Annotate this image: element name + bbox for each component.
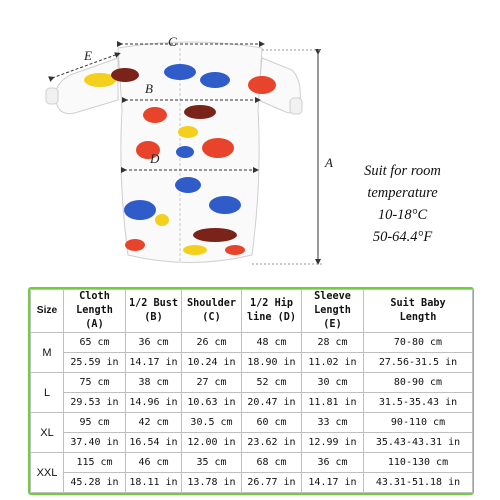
cm-cell: 52 cm	[242, 373, 302, 393]
cm-cell: 75 cm	[64, 373, 126, 393]
note-line-2: temperature	[367, 185, 438, 201]
cm-cell: 110-130 cm	[364, 453, 473, 473]
inch-cell: 45.28 in	[64, 473, 126, 493]
cm-cell: 68 cm	[242, 453, 302, 473]
table-row	[31, 453, 473, 473]
inch-cell: 43.31-51.18 in	[364, 473, 473, 493]
inch-cell: 11.81 in	[302, 393, 364, 413]
label-c: C	[168, 34, 177, 49]
inch-cell: 10.63 in	[182, 393, 242, 413]
cm-cell: 38 cm	[126, 373, 182, 393]
cm-cell: 28 cm	[302, 333, 364, 353]
size-cell: XXL	[31, 453, 64, 493]
note-line-1: Suit for room	[364, 163, 441, 179]
note-line-4: 50-64.4°F	[372, 229, 433, 245]
header-size: Size	[31, 290, 64, 333]
inch-cell: 23.62 in	[242, 433, 302, 453]
cm-cell: 30.5 cm	[182, 413, 242, 433]
cm-cell: 115 cm	[64, 453, 126, 473]
inch-cell: 10.24 in	[182, 353, 242, 373]
cm-cell: 70-80 cm	[364, 333, 473, 353]
inch-cell: 18.90 in	[242, 353, 302, 373]
inch-cell: 26.77 in	[242, 473, 302, 493]
label-a: A	[325, 155, 333, 170]
header-sleeve-length: Sleeve Length (E)	[302, 290, 364, 333]
cm-cell: 46 cm	[126, 453, 182, 473]
inch-cell: 14.17 in	[302, 473, 364, 493]
inch-cell: 31.5-35.43 in	[364, 393, 473, 413]
label-e: E	[84, 48, 92, 63]
cm-cell: 26 cm	[182, 333, 242, 353]
header-cloth-length: Cloth Length (A)	[64, 290, 126, 333]
inch-cell: 14.17 in	[126, 353, 182, 373]
cm-cell: 33 cm	[302, 413, 364, 433]
cm-cell: 36 cm	[302, 453, 364, 473]
header-suit-baby-length: Suit Baby Length	[364, 290, 473, 333]
cm-cell: 30 cm	[302, 373, 364, 393]
note-line-3: 10-18°C	[377, 207, 428, 223]
cm-cell: 95 cm	[64, 413, 126, 433]
size-cell: L	[31, 373, 64, 413]
cm-cell: 27 cm	[182, 373, 242, 393]
size-table	[30, 289, 473, 493]
inch-cell: 13.78 in	[182, 473, 242, 493]
table-row	[31, 373, 473, 393]
inch-cell: 18.11 in	[126, 473, 182, 493]
cm-cell: 90-110 cm	[364, 413, 473, 433]
table-row	[31, 353, 473, 373]
header-shoulder: Shoulder (C)	[182, 290, 242, 333]
inch-cell: 11.02 in	[302, 353, 364, 373]
cm-cell: 42 cm	[126, 413, 182, 433]
cm-cell: 36 cm	[126, 333, 182, 353]
inch-cell: 37.40 in	[64, 433, 126, 453]
inch-cell: 12.00 in	[182, 433, 242, 453]
label-b: B	[145, 81, 153, 96]
label-d: D	[150, 151, 160, 166]
cm-cell: 65 cm	[64, 333, 126, 353]
inch-cell: 27.56-31.5 in	[364, 353, 473, 373]
cm-cell: 60 cm	[242, 413, 302, 433]
cm-cell: 80-90 cm	[364, 373, 473, 393]
table-row	[31, 413, 473, 433]
left-cuff	[46, 88, 58, 104]
size-chart	[28, 287, 474, 495]
table-row	[31, 433, 473, 453]
table-row	[31, 473, 473, 493]
cm-cell: 35 cm	[182, 453, 242, 473]
inch-cell: 25.59 in	[64, 353, 126, 373]
inch-cell: 16.54 in	[126, 433, 182, 453]
inch-cell: 12.99 in	[302, 433, 364, 453]
size-cell: M	[31, 333, 64, 373]
size-cell: XL	[31, 413, 64, 453]
inch-cell: 29.53 in	[64, 393, 126, 413]
cm-cell: 48 cm	[242, 333, 302, 353]
table-row	[31, 393, 473, 413]
header-half-hip: 1/2 Hip line (D)	[242, 290, 302, 333]
right-cuff	[290, 98, 302, 114]
header-half-bust: 1/2 Bust (B)	[126, 290, 182, 333]
header-row	[31, 290, 473, 333]
inch-cell: 20.47 in	[242, 393, 302, 413]
table-row	[31, 333, 473, 353]
inch-cell: 14.96 in	[126, 393, 182, 413]
inch-cell: 35.43-43.31 in	[364, 433, 473, 453]
